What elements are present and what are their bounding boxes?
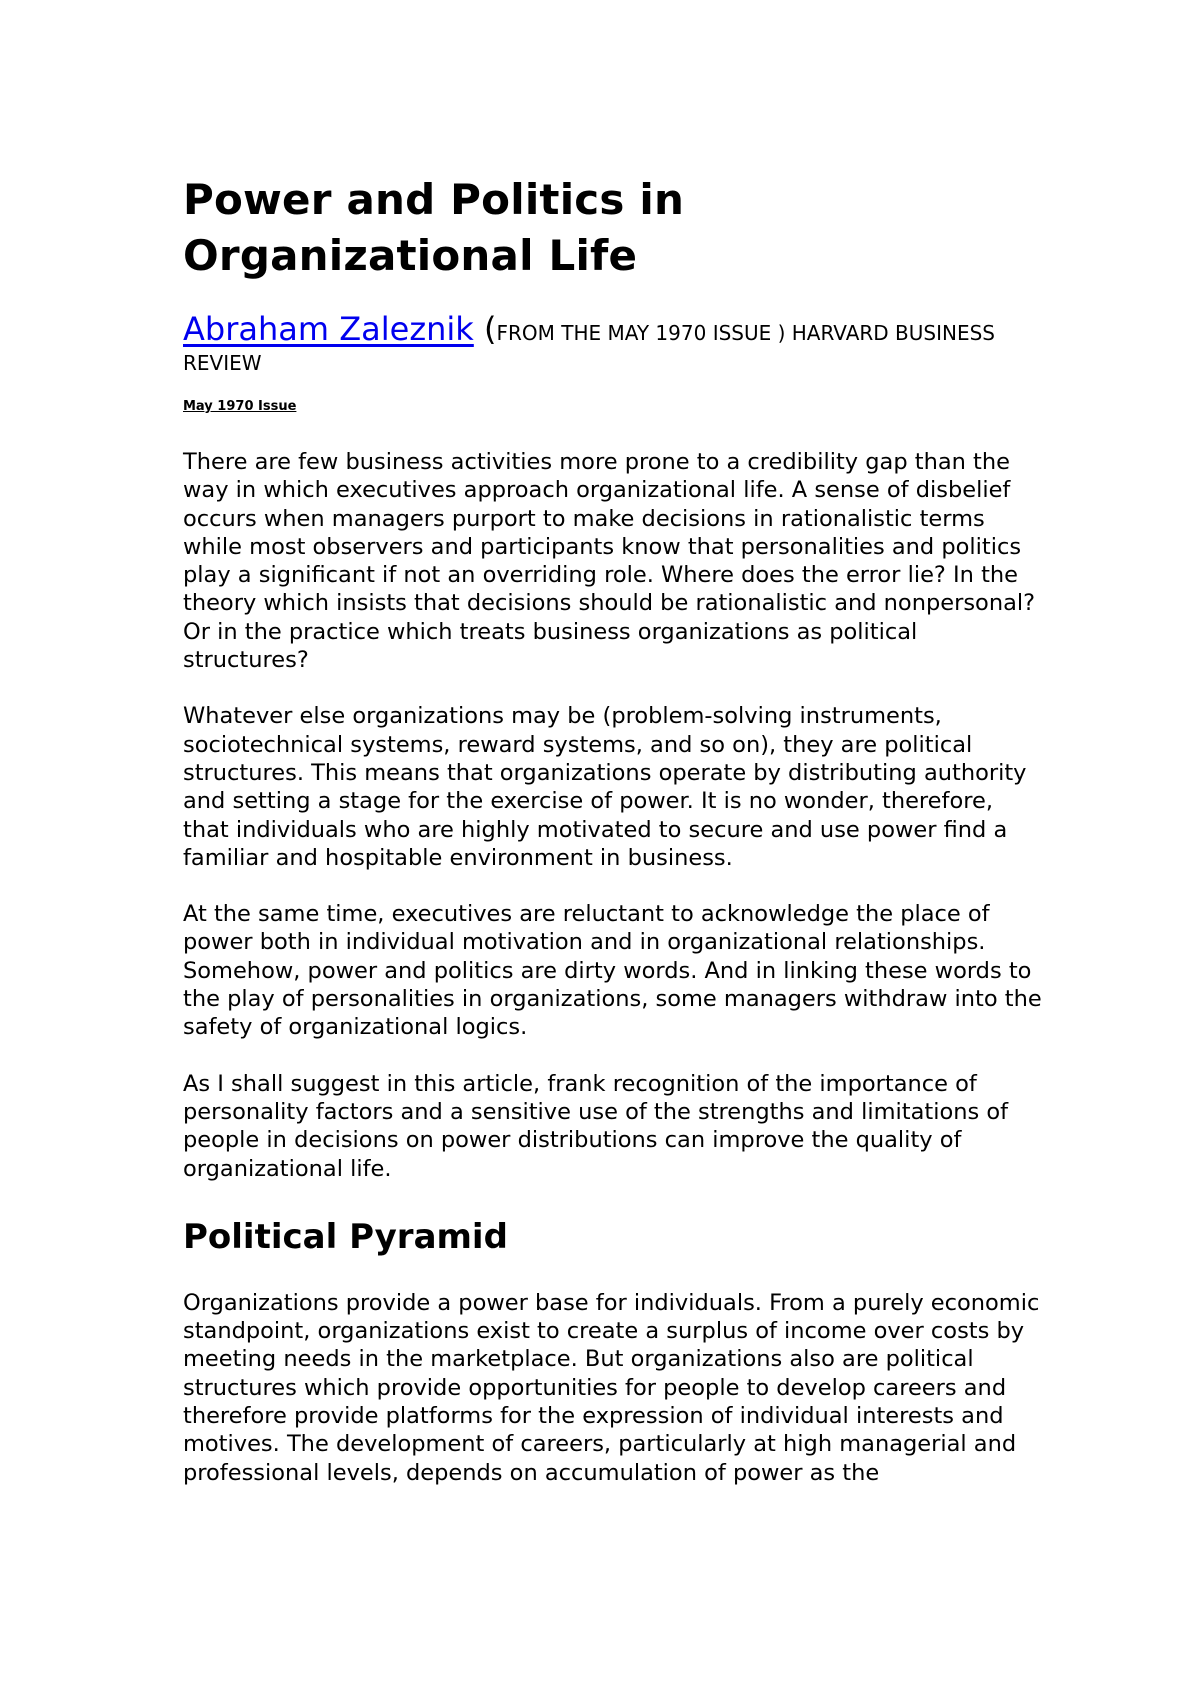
byline-open-paren: ( (473, 310, 497, 348)
article-title: Power and Politics in Organizational Life (183, 175, 685, 280)
author-link[interactable]: Abraham Zaleznik (183, 310, 474, 348)
body-paragraph-1: There are few business activities more prone to a credibility gap than the way in which executives approach organizational life. A sense of disbelief occurs when managers purport to make decisions in rationalistic terms while most observers and participants know that personalities and politics play a significant if not an overriding role. Where does the error lie? In the theory which insists that decisions should be rationalistic and nonpersonal? Or in the practice which treats business organizations as political structures? (183, 449, 1036, 674)
body-paragraph-3: At the same time, executives are reluctant to acknowledge the place of power both in individual motivation and in organizational relationships. Somehow, power and politics are dirty words. And in linking these words to the play of personalities in organizations, some managers withdraw into the safety of organizational logics. (183, 901, 1042, 1041)
byline-source: FROM THE MAY 1970 ISSUE ) HARVARD BUSINESS REVIEW (183, 321, 995, 375)
body-paragraph-2: Whatever else organizations may be (problem-solving instruments, sociotechnical systems, reward systems, and so on), they are political structures. This means that organizations operate by distributing authority and setting a stage for the exercise of power. It is no wonder, therefore, that individuals who are highly motivated to secure and use power find a familiar and hospitable environment in business. (183, 703, 1027, 871)
issue-date: May 1970 Issue (183, 399, 297, 414)
section-paragraph: Organizations provide a power base for individuals. From a purely economic standpoint, organizations exist to create a surplus of income over costs by meeting needs in the marketplace. But organizations also are political structures which provide opportunities for people to develop careers and therefore provide platforms for the expression of individual interests and motives. The development of careers, particularly at high managerial and professional levels, depends on accumulation of power as the (183, 1289, 1040, 1486)
byline (183, 312, 1043, 378)
document-page (183, 172, 1043, 1487)
section-heading: Political Pyramid (183, 1216, 508, 1257)
body-paragraph-4: As I shall suggest in this article, frank recognition of the importance of personality factors and a sensitive use of the strengths and limitations of people in decisions on power distributions can improve the quality of organizational life. (183, 1070, 1009, 1182)
